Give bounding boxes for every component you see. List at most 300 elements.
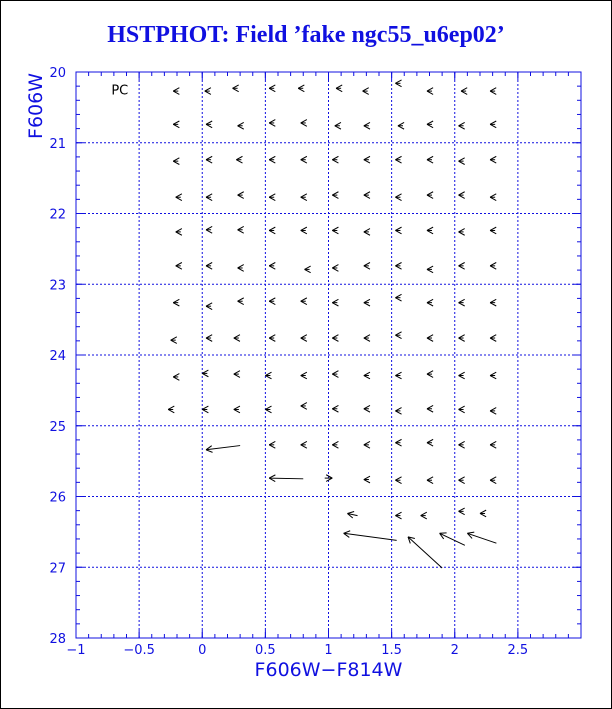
x-tick-label: 2 (450, 643, 459, 658)
vector-arrow (347, 511, 357, 518)
vector-arrow (490, 299, 496, 306)
vector-arrow (238, 298, 244, 305)
vector-arrow (364, 405, 370, 412)
vector-head (395, 512, 401, 515)
vector-arrow (176, 194, 182, 201)
vector-head (332, 156, 338, 159)
vector-head (427, 439, 433, 442)
vector-head (301, 194, 307, 197)
vector-arrow (332, 156, 338, 163)
vector-head (238, 226, 244, 229)
vector-arrow (171, 337, 177, 344)
y-axis-label: F606W (25, 73, 47, 139)
vector-head (490, 262, 496, 265)
vector-head (336, 85, 342, 88)
vector-head (364, 229, 370, 232)
vector-head (269, 335, 275, 338)
vector-head (395, 230, 401, 233)
vector-head (395, 332, 401, 335)
vector-arrow (395, 512, 401, 519)
axis-ticks (49, 66, 581, 658)
vector-head (206, 335, 212, 338)
vector-arrow (395, 372, 401, 379)
vector-head (427, 299, 433, 302)
vector-arrow (364, 372, 370, 379)
vector-head (332, 303, 338, 306)
vector-head (427, 303, 433, 306)
vector-arrow (238, 192, 244, 199)
vector-head (490, 194, 496, 197)
y-tick-label: 21 (49, 136, 66, 152)
vector-head (364, 122, 370, 125)
vector-head (459, 441, 465, 444)
vector-head (467, 532, 474, 533)
vector-arrow (269, 441, 275, 448)
vector-head (168, 409, 174, 412)
vector-arrow (234, 406, 240, 413)
vector-head (171, 340, 177, 343)
vector-head (301, 160, 307, 163)
vector-arrow (490, 156, 496, 163)
vector-head (173, 161, 179, 164)
vector-head (364, 376, 370, 379)
vector-arrow (305, 266, 311, 273)
vector-head (326, 478, 332, 481)
vector-head (459, 303, 465, 306)
vector-arrow (173, 299, 179, 306)
vector-arrow (490, 408, 496, 415)
vector-head (395, 477, 401, 480)
vector-head (395, 80, 401, 83)
vector-head (490, 376, 496, 379)
vector-arrow (408, 537, 442, 568)
vector-head (364, 192, 370, 195)
vector-head (459, 266, 465, 269)
vector-head (459, 232, 465, 235)
vector-head (202, 406, 208, 409)
vector-arrow (364, 192, 370, 199)
vector-head (459, 477, 465, 480)
vector-head (202, 370, 208, 373)
vector-head (364, 372, 370, 375)
vector-head (395, 262, 401, 265)
y-tick-label: 24 (49, 349, 66, 364)
vector-head (238, 122, 244, 125)
y-tick-label: 23 (49, 278, 66, 294)
vector-head (364, 303, 370, 306)
vector-arrow (301, 335, 307, 342)
vector-head (234, 335, 240, 338)
vector-head (459, 195, 465, 198)
vector-head (336, 88, 342, 91)
vector-head (490, 480, 496, 483)
vector-head (459, 480, 465, 483)
vector-head (459, 126, 465, 129)
vector-head (301, 376, 307, 379)
vector-arrow (332, 227, 338, 234)
x-tick-label: −0.5 (123, 643, 155, 658)
vector-arrow (269, 335, 275, 342)
vector-head (301, 335, 307, 338)
vector-arrow (440, 533, 465, 545)
vector-head (206, 230, 212, 233)
vector-arrow (298, 85, 304, 92)
vector-head (206, 197, 212, 200)
vector-arrow (490, 194, 496, 201)
vector-arrow (364, 441, 370, 448)
vector-head (335, 126, 341, 129)
vector-head (269, 123, 275, 126)
vector-arrow (301, 227, 307, 234)
vector-head (173, 121, 179, 124)
vector-head (234, 338, 240, 341)
vector-head (490, 411, 496, 414)
vector-head (206, 124, 212, 127)
vector-head (236, 156, 242, 159)
vector-arrow (459, 262, 465, 269)
vector-head (427, 227, 433, 230)
vector-head (427, 371, 433, 374)
x-tick-label: 0.5 (255, 643, 276, 658)
vector-head (332, 230, 338, 233)
vector-head (332, 405, 338, 408)
vector-arrow (427, 121, 433, 128)
vector-head (202, 373, 208, 376)
vector-arrow (427, 192, 433, 199)
vector-arrow (205, 88, 211, 95)
vector-head (238, 268, 244, 271)
vector-arrow (332, 335, 338, 342)
vector-arrow (398, 122, 404, 129)
vector-head (459, 406, 465, 409)
vector-head (269, 194, 275, 197)
vector-head (301, 156, 307, 159)
vector-arrow (269, 262, 275, 269)
vector-arrow (459, 441, 465, 448)
vector-arrow (301, 403, 307, 410)
vector-head (301, 123, 307, 126)
vector-head (301, 406, 307, 409)
vector-head (459, 511, 465, 514)
vector-head (301, 301, 307, 304)
vector-head (459, 122, 465, 125)
vector-head (176, 197, 182, 200)
vector-head (305, 269, 311, 272)
vector-head (269, 88, 275, 91)
vector-head (395, 376, 401, 379)
vector-head (233, 85, 239, 88)
y-tick-label: 28 (49, 632, 66, 647)
y-tick-label: 27 (49, 561, 66, 577)
vector-head (269, 120, 275, 123)
vector-head (298, 88, 304, 91)
vector-arrow (459, 158, 465, 165)
vector-head (364, 266, 370, 269)
vector-arrow (269, 227, 275, 234)
vector-head (205, 91, 211, 94)
vector-series (168, 80, 496, 568)
vector-head (490, 335, 496, 338)
vector-arrow (269, 298, 275, 305)
vector-arrow (173, 158, 179, 165)
vector-head (332, 299, 338, 302)
vector-head (490, 441, 496, 444)
vector-shaft (344, 533, 397, 540)
vector-head (363, 88, 369, 91)
vector-arrow (490, 121, 496, 128)
vector-head (427, 374, 433, 377)
vector-arrow (269, 194, 275, 201)
vector-arrow (269, 156, 275, 163)
vector-arrow (395, 439, 401, 446)
vector-head (173, 158, 179, 161)
vector-head (301, 338, 307, 341)
vector-head (480, 510, 486, 513)
vector-head (490, 197, 496, 200)
vector-head (490, 372, 496, 375)
vector-head (363, 91, 369, 94)
x-tick-label: 1 (324, 643, 333, 658)
vector-arrow (301, 441, 307, 448)
vector-arrow (459, 192, 465, 199)
vector-head (459, 409, 465, 412)
vector-head (269, 441, 275, 444)
vector-head (395, 480, 401, 483)
vector-arrow (364, 299, 370, 306)
vector-arrow (332, 371, 338, 378)
vector-head (176, 232, 182, 235)
vector-arrow (427, 156, 433, 163)
vector-head (205, 88, 211, 91)
vector-head (364, 338, 370, 341)
vector-head (395, 160, 401, 163)
vector-head (395, 156, 401, 159)
vector-head (236, 160, 242, 163)
vector-head (427, 266, 433, 269)
vector-head (173, 88, 179, 91)
vector-head (459, 372, 465, 375)
vector-head (395, 266, 401, 269)
vector-head (269, 262, 275, 265)
vector-head (421, 512, 427, 515)
x-tick-label: 0 (198, 643, 207, 658)
vector-head (265, 376, 271, 379)
vector-head (427, 405, 433, 408)
vector-head (427, 269, 433, 272)
vector-arrow (206, 121, 212, 128)
vector-arrow (336, 85, 342, 92)
vector-head (395, 443, 401, 446)
x-tick-label: 1.5 (381, 643, 402, 658)
vector-head (398, 126, 404, 129)
vector-arrow (168, 406, 174, 413)
vector-head (427, 443, 433, 446)
vector-head (364, 441, 370, 444)
vector-head (238, 301, 244, 304)
vector-head (490, 227, 496, 230)
vector-head (459, 192, 465, 195)
vector-arrow (395, 227, 401, 234)
vector-head (206, 121, 212, 124)
vector-head (206, 303, 212, 306)
vector-head (269, 227, 275, 230)
vector-arrow (490, 335, 496, 342)
vector-arrow (427, 266, 433, 273)
vector-arrow (269, 120, 275, 127)
vector-arrow (233, 85, 239, 92)
vector-arrow (427, 439, 433, 446)
vector-head (490, 445, 496, 448)
vector-arrow (427, 335, 433, 342)
vector-arrow (301, 156, 307, 163)
vector-head (332, 335, 338, 338)
vector-arrow (202, 406, 208, 413)
vector-head (238, 265, 244, 268)
vector-head (461, 91, 467, 94)
vector-head (301, 441, 307, 444)
vector-head (459, 161, 465, 164)
vector-arrow (459, 229, 465, 236)
vector-head (269, 160, 275, 163)
vector-arrow (427, 371, 433, 378)
vector-head (490, 230, 496, 233)
vector-head (490, 121, 496, 124)
vector-head (480, 513, 486, 516)
vector-arrow (427, 227, 433, 234)
vector-head (234, 371, 240, 374)
vector-head (490, 156, 496, 159)
vector-arrow (467, 532, 496, 543)
y-tick-label: 20 (49, 66, 66, 81)
vector-head (332, 338, 338, 341)
vector-head (238, 298, 244, 301)
vector-head (269, 445, 275, 448)
vector-arrow (427, 88, 433, 95)
vector-arrow (332, 192, 338, 199)
vector-arrow (364, 156, 370, 163)
vector-head (459, 158, 465, 161)
vector-head (269, 197, 275, 200)
vector-head (173, 299, 179, 302)
vector-arrow (364, 335, 370, 342)
vector-head (269, 266, 275, 269)
vector-arrow (480, 510, 486, 517)
vector-arrow (332, 265, 338, 272)
vector-arrow (206, 303, 212, 310)
vector-head (459, 376, 465, 379)
vector-head (364, 232, 370, 235)
vector-head (395, 197, 401, 200)
vector-shaft (440, 533, 465, 545)
vector-arrow (395, 156, 401, 163)
vector-arrow (344, 531, 397, 541)
x-tick-label: −1 (66, 643, 86, 658)
vector-arrow (395, 408, 401, 415)
vector-head (344, 531, 351, 534)
vector-arrow (238, 122, 244, 129)
vector-head (206, 266, 212, 269)
vector-head (427, 91, 433, 94)
vector-arrow (395, 477, 401, 484)
vector-head (301, 298, 307, 301)
chart-title: HSTPHOT: Field ’fake ngc55_u6ep02’ (107, 22, 505, 48)
vector-head (234, 406, 240, 409)
vector-head (326, 475, 332, 478)
vector-head (364, 126, 370, 129)
vector-head (459, 335, 465, 338)
vector-head (335, 122, 341, 125)
vector-head (395, 194, 401, 197)
vector-head (427, 338, 433, 341)
vector-arrow (427, 477, 433, 484)
vector-head (364, 262, 370, 265)
vector-arrow (459, 477, 465, 484)
vector-head (269, 338, 275, 341)
vector-arrow (335, 122, 341, 129)
vector-arrow (173, 374, 179, 381)
vector-arrow (173, 88, 179, 95)
vector-arrow (395, 294, 401, 301)
vector-head (234, 374, 240, 377)
vector-head (395, 439, 401, 442)
panel-label: PC (111, 83, 129, 99)
vector-arrow (206, 156, 212, 163)
vector-head (490, 477, 496, 480)
vector-head (395, 516, 401, 519)
vector-head (490, 88, 496, 91)
vector-head (427, 160, 433, 163)
vector-head (269, 85, 275, 88)
vector-arrow (301, 298, 307, 305)
vector-head (427, 335, 433, 338)
vector-head (269, 301, 275, 304)
vector-head (206, 306, 212, 309)
vector-arrow (265, 372, 271, 379)
vector-arrow (490, 372, 496, 379)
vector-head (364, 476, 370, 479)
vector-head (490, 266, 496, 269)
vector-head (305, 266, 311, 269)
vector-arrow (364, 262, 370, 269)
vector-head (173, 303, 179, 306)
vector-arrow (459, 335, 465, 342)
vector-head (364, 156, 370, 159)
vector-arrow (332, 299, 338, 306)
vector-head (301, 197, 307, 200)
vector-head (206, 194, 212, 197)
vector-arrow (459, 299, 465, 306)
vector-head (395, 83, 401, 86)
vector-arrow (301, 372, 307, 379)
vector-head (490, 160, 496, 163)
vector-head (265, 372, 271, 375)
vector-head (233, 88, 239, 91)
vector-head (265, 406, 271, 409)
vector-head (395, 408, 401, 411)
vector-head (427, 230, 433, 233)
vector-head (364, 405, 370, 408)
vector-arrow (206, 262, 212, 269)
vector-head (332, 227, 338, 230)
vector-arrow (202, 370, 208, 377)
vector-arrow (459, 122, 465, 129)
vector-head (490, 124, 496, 127)
vector-arrow (363, 88, 369, 95)
vector-head (298, 85, 304, 88)
vector-head (168, 406, 174, 409)
vector-head (427, 156, 433, 159)
vector-head (395, 298, 401, 301)
